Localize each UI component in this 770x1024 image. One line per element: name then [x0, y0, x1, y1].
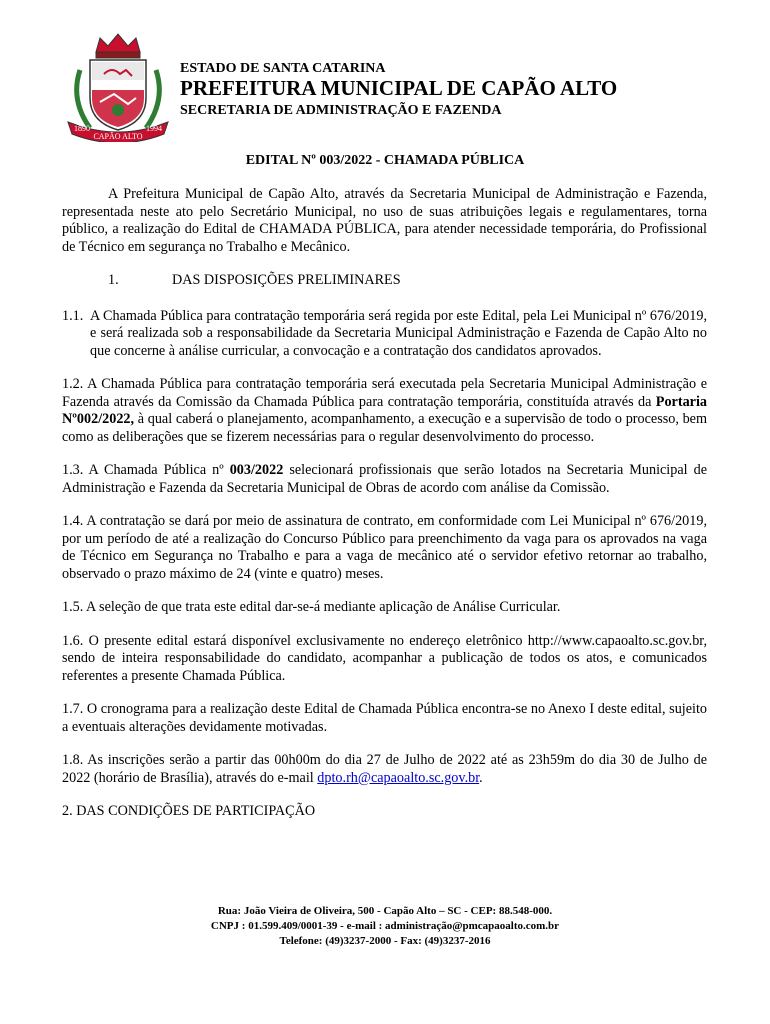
edital-title: EDITAL Nº 003/2022 - CHAMADA PÚBLICA	[245, 153, 525, 168]
section-1-number: 1.	[108, 272, 119, 288]
item-1-4: 1.4. A contratação se dará por meio de assinatura de contrato, em conformidade com Lei Municipal nº 676/2019, por um período de até a realização do Concurso Público para preenchimento da vaga para os aprovados na vaga de Técnico em Segurança no Trabalho e para a vaga de mecânico até o servidor efetivo retornar ao trabalho, observado o prazo máximo de 24 (vinte e quatro) meses.	[62, 513, 707, 582]
header-state: ESTADO DE SANTA CATARINA	[180, 61, 386, 76]
item-1-2-portaria: Portaria Nº002/2022,	[62, 393, 707, 427]
item-1-3-text-c: selecionará profissionais que serão lotados na Secretaria Municipal de Administração e Fazenda da Secretaria Municipal de Obras de acordo com análise da Comissão.	[62, 462, 707, 496]
intro-paragraph: A Prefeitura Municipal de Capão Alto, através da Secretaria Municipal de Administração e Fazenda, representada neste ato pelo Secretário Municipal, no uso de suas atribuições legais e regulamentares, torna público, a realização do Edital de CHAMADA PÚBLICA, para atender necessidade temporária, do Profissional de Técnico em segurança no Trabalho e Mecânico.	[62, 186, 707, 255]
item-1-8	[62, 752, 707, 787]
header-secretariat: SECRETARIA DE ADMINISTRAÇÃO E FAZENDA	[180, 103, 502, 118]
item-1-3-text-a: 1.3. A Chamada Pública nº	[62, 462, 230, 478]
section-1-title: DAS DISPOSIÇÕES PRELIMINARES	[172, 272, 401, 288]
item-1-1-number: 1.1.	[62, 307, 84, 324]
item-1-8-text-a: 1.8. As inscrições serão a partir das 00h00m do dia 27 de Julho de 2022 até as 23h59m do dia 30 de Julho de 2022 (horário de Brasília), através do e-mail	[62, 752, 707, 786]
crest-ribbon-label: CAPÃO ALTO	[93, 132, 143, 141]
footer-cnpj-email: CNPJ : 01.599.409/0001-39 - e-mail : administração@pmcapaoalto.com.br	[210, 920, 560, 932]
footer-phone: Telefone: (49)3237-2000 - Fax: (49)3237-2016	[279, 935, 491, 947]
item-1-2-text-c: à qual caberá o planejamento, acompanhamento, a execução e a supervisão de todo o processo, bem como as deliberações que se fizerem necessárias para o regular desenvolvimento do processo.	[62, 411, 707, 445]
crest-year-left: 1890	[74, 124, 90, 133]
item-1-2-text-a: 1.2. A Chamada Pública para contratação temporária será executada pela Secretaria Municipal Administração e Fazenda através da Comissão da Chamada Pública para contratação temporária, constituída através da	[62, 376, 707, 410]
item-1-6: 1.6. O presente edital estará disponível exclusivamente no endereço eletrônico http://www.capaoalto.sc.gov.br, sendo de inteira responsabilidade do candidato, acompanhar a publicação de todos os atos, e comunicados referentes a presente Chamada Pública.	[62, 632, 707, 684]
item-1-1	[62, 308, 707, 361]
municipal-crest-logo	[62, 30, 174, 142]
item-1-8-text-c: .	[479, 769, 483, 786]
item-1-3	[62, 462, 707, 497]
crest-year-right: 1994	[146, 124, 162, 133]
footer-address: Rua: João Vieira de Oliveira, 500 - Capão Alto – SC - CEP: 88.548-000.	[217, 905, 553, 917]
item-1-3-number: 003/2022	[229, 462, 284, 478]
item-1-5: 1.5. A seleção de que trata este edital dar-se-á mediante aplicação de Análise Curricular.	[62, 599, 561, 615]
header-title: PREFEITURA MUNICIPAL DE CAPÃO ALTO	[180, 76, 618, 100]
page-footer	[0, 904, 770, 949]
section-1-heading	[62, 272, 707, 290]
item-1-1-text: A Chamada Pública para contratação temporária será regida por este Edital, pela Lei Municipal nº 676/2019, e será realizada sob a responsabilidade da Secretaria Municipal Administração e Fazenda de Capão Alto no que concerne à análise curricular, a convocação e a contratação dos candidatos aprovados.	[90, 307, 707, 359]
email-link[interactable]: dpto.rh@capaoalto.sc.gov.br	[317, 769, 480, 786]
item-1-2	[62, 376, 707, 446]
item-1-7: 1.7. O cronograma para a realização deste Edital de Chamada Pública encontra-se no Anexo I deste edital, sujeito a eventuais alterações devidamente motivadas.	[62, 701, 707, 735]
section-2-heading: 2. DAS CONDIÇÕES DE PARTICIPAÇÃO	[62, 803, 316, 819]
document-body	[62, 186, 707, 837]
